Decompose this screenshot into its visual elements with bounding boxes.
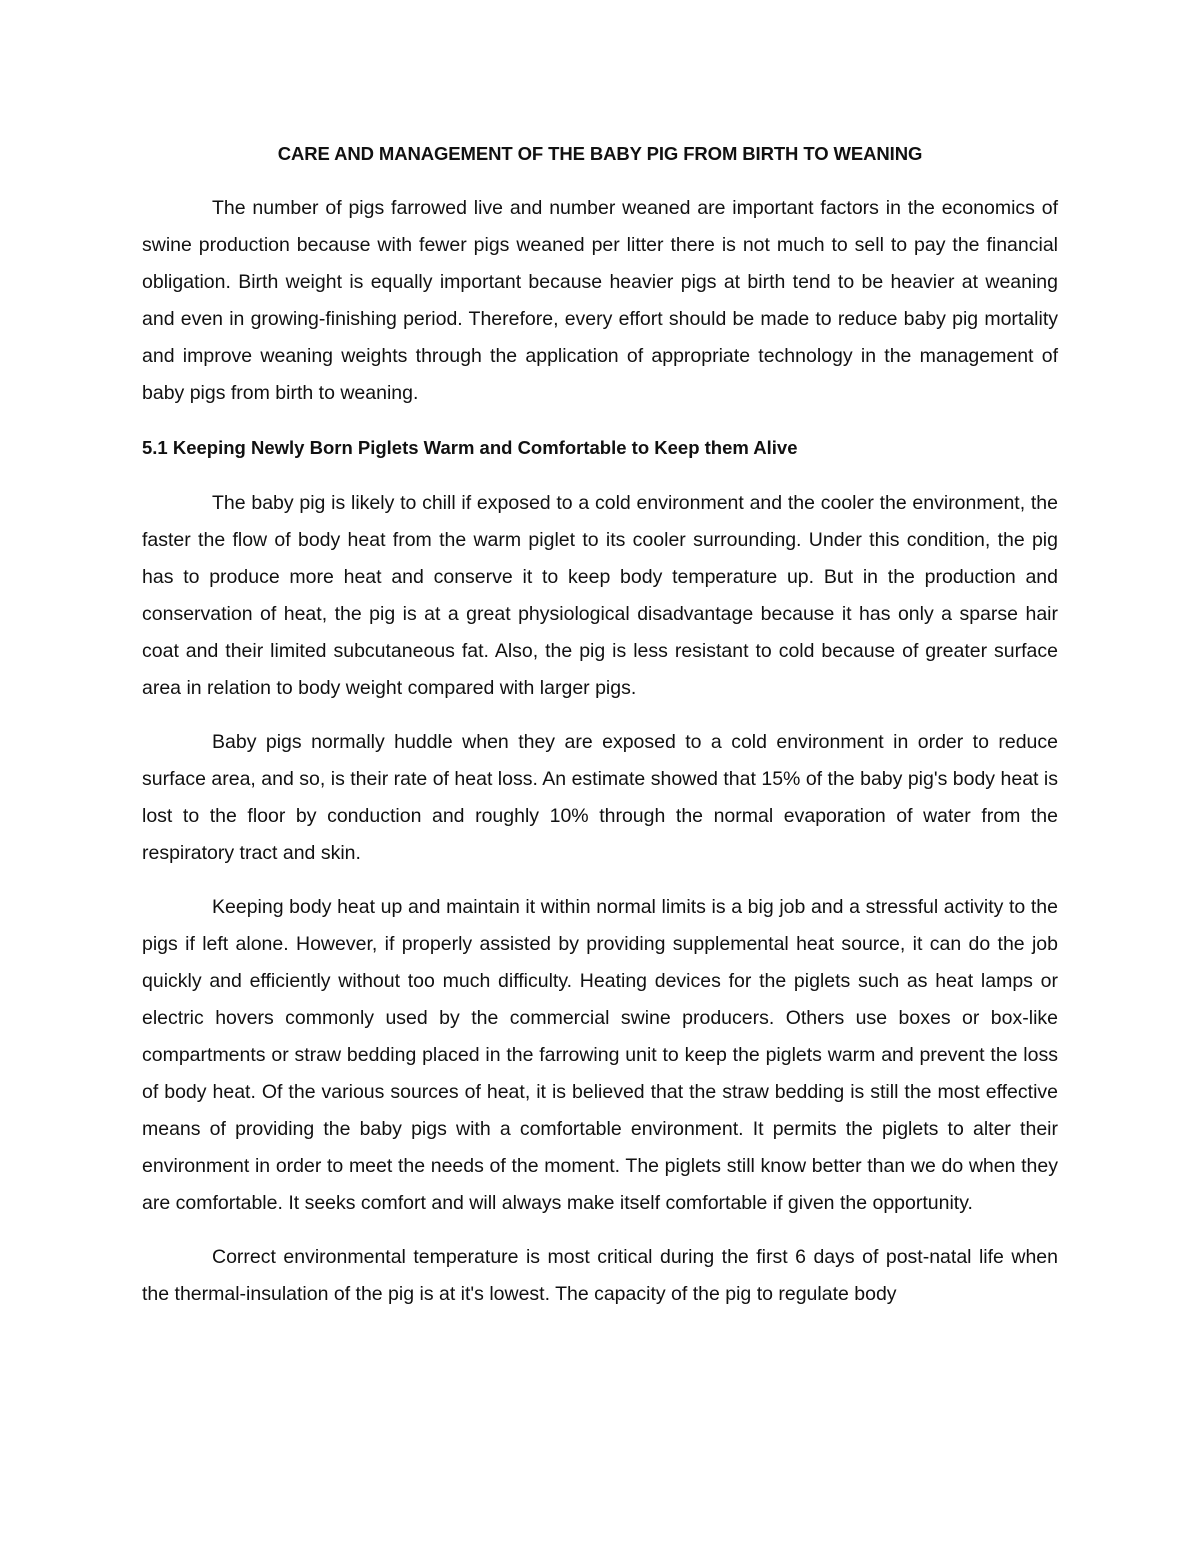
section-paragraph-3: Keeping body heat up and maintain it within normal limits is a big job and a stressful activity to the pigs if left alone. However, if properly assisted by providing supplemental heat source, it can do the job quickly and efficiently without too much difficulty. Heating devices for the piglets such as heat lamps or electric hovers commonly used by the commercial swine producers. Others use boxes or box-like compartments or straw bedding placed in the farrowing unit to keep the piglets warm and prevent the loss of body heat. Of the various sources of heat, it is believed that the straw bedding is still the most effective means of providing the baby pigs with a comfortable environment. It permits the piglets to alter their environment in order to meet the needs of the moment. The piglets still know better than we do when they are comfortable. It seeks comfort and will always make itself comfortable if given the opportunity. <box>142 896 1058 1214</box>
page-content <box>142 140 1058 1313</box>
document-title: CARE AND MANAGEMENT OF THE BABY PIG FROM BIRTH TO WEANING <box>277 143 923 164</box>
section-paragraph-4: Correct environmental temperature is most critical during the first 6 days of post-natal life when the thermal-insulation of the pig is at it's lowest. The capacity of the pig to regulate body <box>142 1246 1058 1305</box>
section-heading: 5.1 Keeping Newly Born Piglets Warm and Comfortable to Keep them Alive <box>142 437 798 458</box>
intro-paragraph: The number of pigs farrowed live and number weaned are important factors in the economics of swine production because with fewer pigs weaned per litter there is not much to sell to pay the financial obligation. Birth weight is equally important because heavier pigs at birth tend to be heavier at weaning and even in growing-finishing period. Therefore, every effort should be made to reduce baby pig mortality and improve weaning weights through the application of appropriate technology in the management of baby pigs from birth to weaning. <box>142 197 1058 404</box>
section-paragraph-1: The baby pig is likely to chill if exposed to a cold environment and the cooler the environment, the faster the flow of body heat from the warm piglet to its cooler surrounding. Under this condition, the pig has to produce more heat and conserve it to keep body temperature up. But in the production and conservation of heat, the pig is at a great physiological disadvantage because it has only a sparse hair coat and their limited subcutaneous fat. Also, the pig is less resistant to cold because of greater surface area in relation to body weight compared with larger pigs. <box>142 492 1058 699</box>
section-paragraph-2: Baby pigs normally huddle when they are exposed to a cold environment in order to reduce surface area, and so, is their rate of heat loss. An estimate showed that 15% of the baby pig's body heat is lost to the floor by conduction and roughly 10% through the normal evaporation of water from the respiratory tract and skin. <box>142 731 1058 864</box>
